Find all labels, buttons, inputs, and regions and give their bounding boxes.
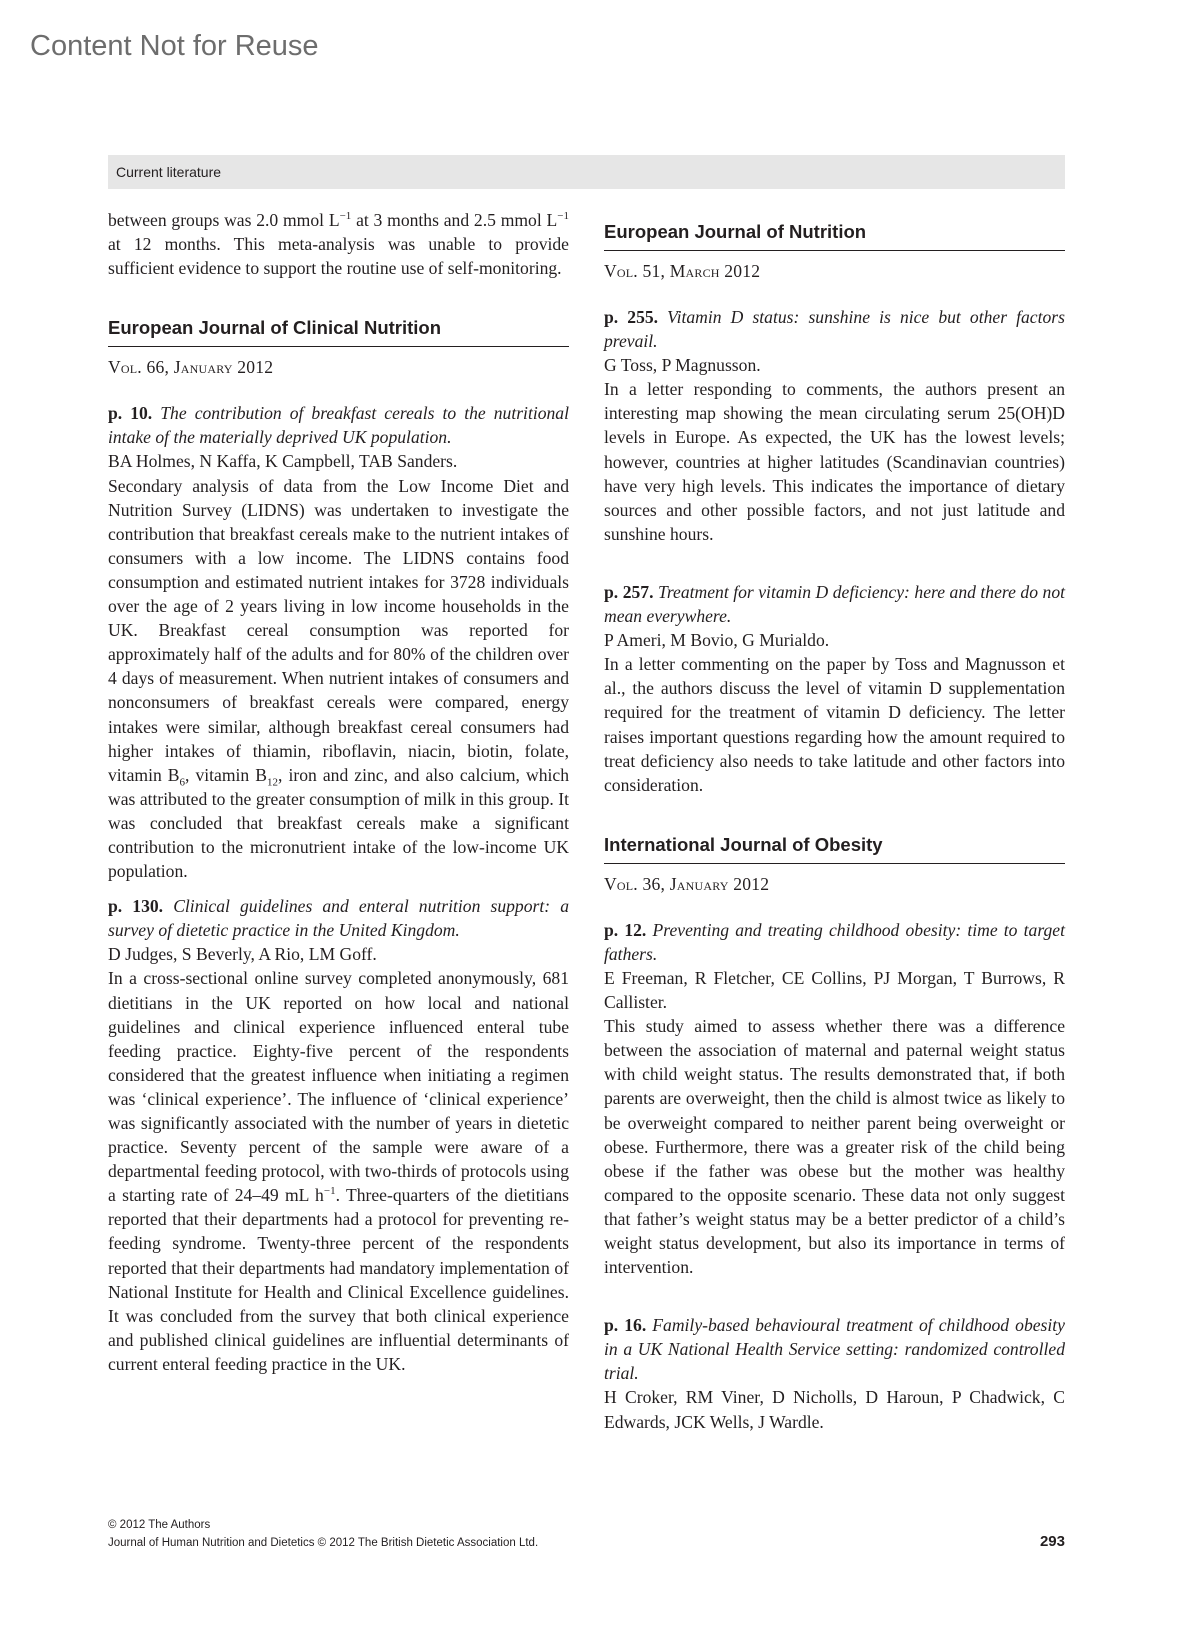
article-body: In a letter responding to comments, the authors present an interesting map showing the mean circulating serum 25(OH)D levels in Europe. As expected, the UK has the lowest levels; however, countries at higher latitudes (Scandinavian countries) have very high levels. This indicates the importance of dietary sources and other possible factors, and not just latitude and sunshine hours. bbox=[604, 379, 1065, 544]
section-header-bar bbox=[108, 155, 1065, 189]
article-p10 bbox=[108, 401, 569, 883]
article-authors: P Ameri, M Bovio, G Murialdo. bbox=[604, 630, 830, 651]
volume-line: Vol. 51, March 2012 bbox=[604, 261, 761, 281]
article-authors: BA Holmes, N Kaffa, K Campbell, TAB Sanders. bbox=[108, 451, 458, 472]
journal-heading: European Journal of Nutrition bbox=[604, 220, 1065, 251]
article-title: The contribution of breakfast cereals to the nutritional intake of the materially deprived UK population. bbox=[108, 403, 569, 448]
article-p255 bbox=[604, 305, 1065, 546]
footer-journal: Journal of Human Nutrition and Dietetics © 2012 The British Dietetic Association Ltd. bbox=[108, 1537, 539, 1549]
right-column bbox=[604, 208, 1065, 1434]
article-title: Preventing and treating childhood obesity: time to target fathers. bbox=[604, 919, 1066, 964]
watermark: Content Not for Reuse bbox=[30, 30, 319, 62]
article-title: Family-based behavioural treatment of childhood obesity in a UK National Health Service setting: randomized controlled trial. bbox=[604, 1315, 1065, 1384]
left-column bbox=[108, 208, 569, 1376]
article-body: This study aimed to assess whether there was a difference between the association of maternal and paternal weight status with child weight status. The results demonstrated that, if both parents are overweight, then the child is almost twice as likely to be overweight compared to neither parent being overweight or obese. Furthermore, there was a greater risk of the child being obese if the father was obese but the mother was healthy compared to the opposite scenario. These data not only suggest that father’s weight status may be a better predictor of a child’s weight status development, but also its importance in terms of intervention. bbox=[604, 1016, 1065, 1278]
article-authors: D Judges, S Beverly, A Rio, LM Goff. bbox=[108, 944, 377, 965]
page-ref: p. 130. bbox=[108, 896, 164, 917]
article-authors: E Freeman, R Fletcher, CE Collins, PJ Morgan, T Burrows, R Callister. bbox=[604, 967, 1065, 1013]
footer-copyright: © 2012 The Authors bbox=[108, 1519, 211, 1531]
article-p16 bbox=[604, 1313, 1065, 1433]
article-p12 bbox=[604, 918, 1065, 1279]
volume-line: Vol. 36, January 2012 bbox=[604, 873, 770, 894]
article-title: Treatment for vitamin D deficiency: here and there do not mean everywhere. bbox=[604, 581, 1066, 627]
section-label: Current literature bbox=[116, 164, 222, 180]
page-ref: p. 16. bbox=[604, 1315, 647, 1336]
article-body: In a cross-sectional online survey completed anonymously, 681 dietitians in the UK reported on how local and national guidelines and clinical experience influenced enteral tube feeding practice. Eighty-five percent of the respondents considered that the greatest influence when initiating a regimen was ‘clinical experience’. The influence of ‘clinical experience’ was significantly associated with the number of years in dietetic practice. Seventy percent of the sample were aware of a departmental feeding protocol, with two-thirds of protocols using a starting rate of 24–49 mL $h^{-1}$. Three-quarters of the dietitians reported that their departments had a protocol for preventing re-feeding syndrome. Twenty-three percent of the respondents reported that their departments had mandatory implementation of National Institute for Health and Clinical Excellence guidelines. It was concluded from the survey that both clinical experience and published clinical guidelines are influential determinants of current enteral feeding practice in the UK. bbox=[108, 968, 569, 1374]
volume-line: Vol. 66, January 2012 bbox=[108, 357, 274, 378]
article-authors: H Croker, RM Viner, D Nicholls, D Haroun, P Chadwick, C Edwards, JCK Wells, J Wardle. bbox=[604, 1387, 1065, 1432]
page-ref: p. 257. bbox=[604, 581, 654, 602]
article-p257 bbox=[604, 580, 1065, 797]
article-authors: G Toss, P Magnusson. bbox=[604, 355, 761, 376]
page-ref: p. 12. bbox=[604, 919, 647, 940]
article-body: In a letter commenting on the paper by Toss and Magnusson et al., the authors discuss the level of vitamin D supplementation required for the treatment of vitamin D deficiency. The letter raises important questions regarding how the amount required to treat deficiency also needs to take latitude and other factors into consideration. bbox=[604, 654, 1065, 795]
journal-heading: International Journal of Obesity bbox=[604, 833, 1065, 864]
article-p130 bbox=[108, 894, 569, 1376]
article-body: Secondary analysis of data from the Low Income Diet and Nutrition Survey (LIDNS) was undertaken to investigate the contribution that breakfast cereals make to the nutrient intakes of consumers with a low income. The LIDNS contains food consumption and estimated nutrient intakes for 3728 individuals over the age of 2 years living in low income households in the UK. Breakfast cereal consumption was reported for approximately half of the adults and for 80% of the children over 4 days of measurement. When nutrient intakes of consumers and nonconsumers of breakfast cereals were compared, energy intakes were similar, although breakfast cereal consumers had higher intakes of thiamin, riboflavin, niacin, biotin, folate, vitamin $B_6$, vitamin $B_{12}$, iron and zinc, and also calcium, which was attributed to the greater consumption of milk in this group. It was concluded that breakfast cereals make a significant contribution to the micronutrient intake of the low-income UK population. bbox=[108, 475, 569, 882]
article-title: Vitamin D status: sunshine is nice but other factors prevail. bbox=[604, 307, 1065, 352]
journal-heading: European Journal of Clinical Nutrition bbox=[108, 316, 569, 347]
intro-paragraph: between groups was 2.0 mmol $L^{-1}$ at 3 months and 2.5 mmol $L^{-1}$ at 12 months. This meta-analysis was unable to provide sufficient evidence to support the routine use of self-monitoring. bbox=[108, 210, 569, 279]
footer bbox=[108, 1516, 538, 1552]
page-number: 293 bbox=[1039, 1533, 1065, 1550]
article-title: Clinical guidelines and enteral nutrition support: a survey of dietetic practice in the United Kingdom. bbox=[108, 896, 570, 941]
page-ref: p. 10. bbox=[108, 403, 153, 424]
page-ref: p. 255. bbox=[604, 307, 659, 327]
